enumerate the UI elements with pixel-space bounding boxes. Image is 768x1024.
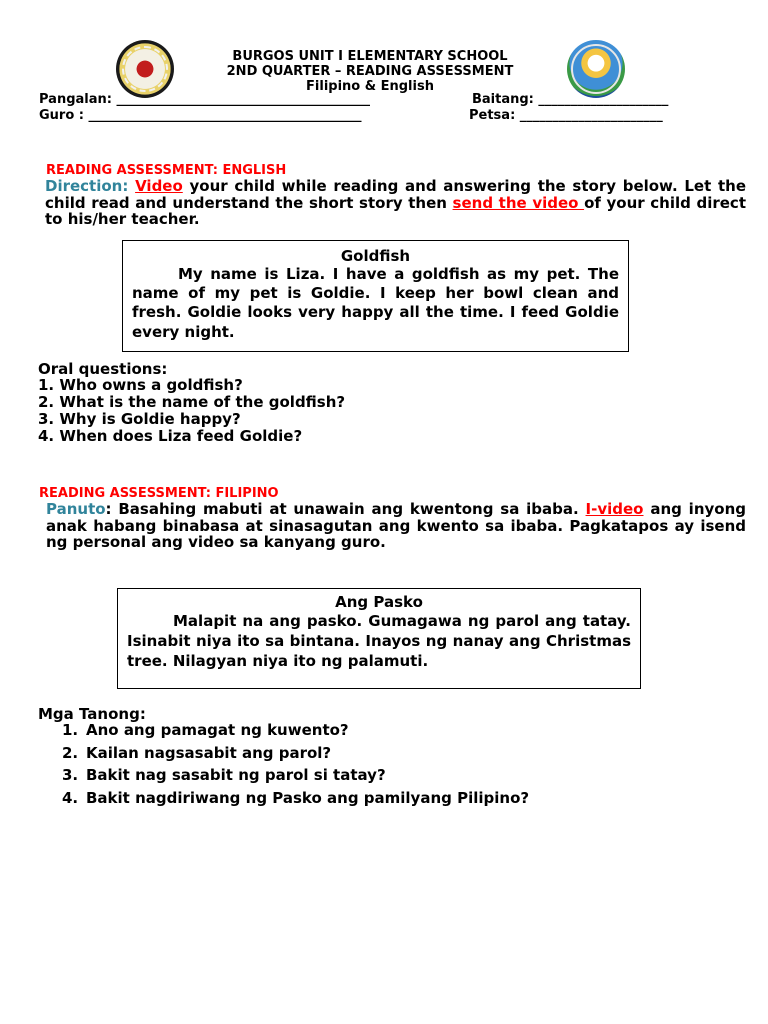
english-question: 4. When does Liza feed Goldie? [38, 427, 303, 445]
video-word: Video [135, 177, 183, 195]
question-text: Bakit nag sasabit ng parol si tatay? [86, 766, 386, 784]
school-name: BURGOS UNIT I ELEMENTARY SCHOOL [232, 49, 508, 64]
filipino-question [62, 719, 702, 742]
pasko-story-title: Ang Pasko [335, 593, 423, 611]
school-seal-logo [116, 40, 174, 98]
question-text: Kailan nagsasabit ang parol? [86, 743, 332, 762]
english-question: 3. Why is Goldie happy? [38, 410, 241, 428]
direction-text-1: your child while reading and answering the story below. Let the child read and understand the short story then [45, 177, 746, 212]
send-video-word: send the video [452, 193, 585, 212]
question-number: 4. [62, 788, 79, 807]
english-heading: READING ASSESSMENT: ENGLISH [46, 163, 287, 178]
name-field[interactable]: Pangalan: _______________________________________ [39, 92, 370, 107]
oral-questions-heading: Oral questions: [38, 360, 168, 378]
teacher-field[interactable]: Guro : __________________________________________ [39, 108, 362, 123]
goldfish-story-title: Goldfish [340, 247, 411, 265]
question-number: 2. [62, 743, 79, 762]
filipino-directions [46, 501, 746, 551]
pasko-story-box [117, 588, 641, 689]
grade-field[interactable]: Baitang: ____________________ [472, 92, 669, 107]
panuto-text-2: ang inyong anak habang binabasa at sinasagutan ang kwento sa ibaba. Pagkatapos ay isend ng personal ang video sa kanyang guro. [46, 500, 746, 551]
mga-tanong-heading: Mga Tanong: [38, 705, 146, 723]
english-question: 2. What is the name of the goldfish? [38, 393, 346, 411]
question-text: Ano ang pamagat ng kuwento? [86, 721, 349, 739]
languages-subtitle: Filipino & English [306, 79, 434, 94]
panuto-text-1: : Basahing mabuti at unawain ang kwentong sa ibaba. [105, 500, 586, 518]
question-text: Bakit nagdiriwang ng Pasko ang pamilyang Pilipino? [86, 788, 530, 807]
direction-label: Direction: [45, 177, 129, 195]
panuto-label: Panuto [46, 500, 106, 518]
assessment-title: 2ND QUARTER – READING ASSESSMENT [226, 64, 514, 79]
direction-text-2: of your child direct to his/her teacher. [45, 193, 746, 228]
goldfish-story-box [122, 240, 629, 352]
ivideo-word: I-video [585, 500, 644, 518]
date-field[interactable]: Petsa: ______________________ [469, 108, 663, 123]
pasko-story-text: Malapit na ang pasko. Gumagawa ng parol ang tatay. Isinabit niya ito sa bintana. Inayos ng nanay ang Christmas tree. Nilagyan niya ito ng palamuti. [127, 612, 631, 670]
english-question: 1. Who owns a goldfish? [38, 376, 243, 394]
filipino-question [62, 787, 702, 810]
goldfish-story-text: My name is Liza. I have a goldfish as my pet. The name of my pet is Goldie. I keep her bowl clean and fresh. Goldie looks very happy all the time. I feed Goldie every night. [132, 265, 619, 341]
question-number: 1. [62, 721, 79, 739]
filipino-question [62, 764, 702, 787]
english-directions [45, 178, 746, 228]
question-number: 3. [62, 766, 79, 784]
filipino-heading: READING ASSESSMENT: FILIPINO [39, 486, 279, 501]
division-seal-logo [567, 40, 625, 98]
filipino-question [62, 742, 702, 765]
filipino-questions-list [62, 719, 702, 809]
